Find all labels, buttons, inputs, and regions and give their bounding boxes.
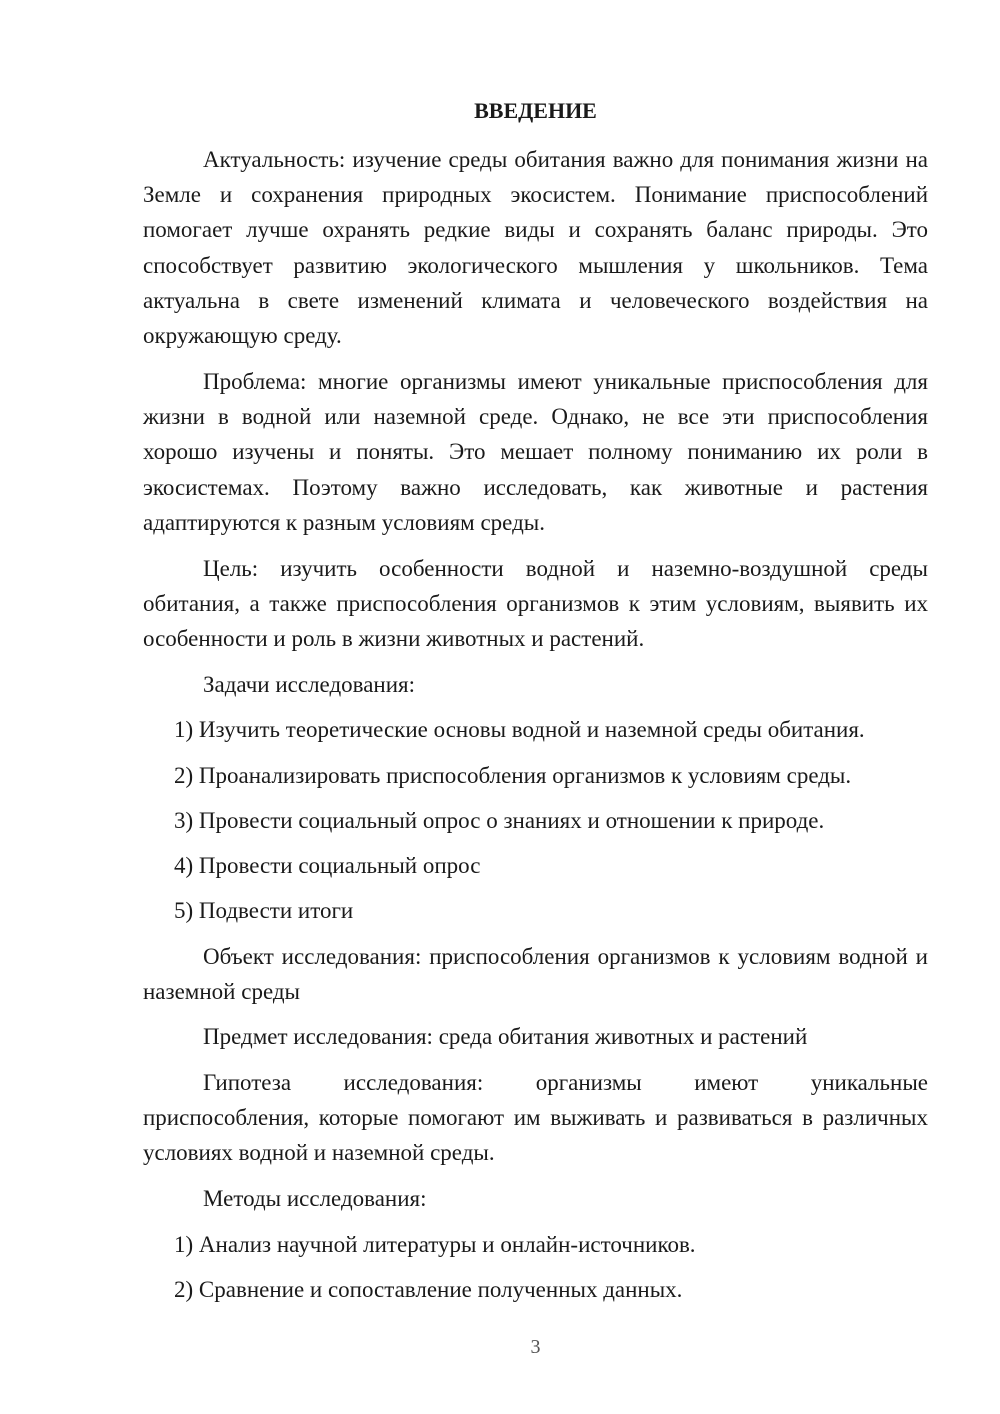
method-item: 2) Сравнение и сопоставление полученных данных. — [174, 1277, 683, 1302]
problem-paragraph: Проблема: многие организмы имеют уникальные приспособления для жизни в водной или наземной среде. Однако, не все эти приспособления хорошо изучены и поняты. Это мешает полному пониманию их роли в экосистемах. Поэтому важно исследовать, как животные и растения адаптируются к разным условиям среды. — [143, 369, 928, 535]
page-title: ВВЕДЕНИЕ — [474, 98, 597, 123]
goal-paragraph: Цель: изучить особенности водной и наземно-воздушной среды обитания, а также приспособления организмов к этим условиям, выявить их особенности и роль в жизни животных и растений. — [143, 556, 928, 652]
subject-paragraph: Предмет исследования: среда обитания животных и растений — [203, 1024, 808, 1049]
tasks-title: Задачи исследования: — [203, 672, 416, 697]
task-item: 2) Проанализировать приспособления организмов к условиям среды. — [174, 763, 852, 788]
object-paragraph: Объект исследования: приспособления организмов к условиям водной и наземной среды — [143, 944, 928, 1005]
hypothesis-continuation: приспособления, которые помогают им выживать и развиваться в различных условиях водной и наземной среды. — [143, 1105, 928, 1166]
task-item: 1) Изучить теоретические основы водной и наземной среды обитания. — [174, 717, 865, 742]
document-page — [143, 0, 928, 1414]
hypothesis-line: Гипотеза исследования: организмы имеют уникальные — [203, 1070, 928, 1095]
method-item: 1) Анализ научной литературы и онлайн-источников. — [174, 1232, 696, 1257]
task-item: 4) Провести социальный опрос — [174, 853, 481, 878]
task-item: 3) Провести социальный опрос о знаниях и отношении к природе. — [174, 808, 825, 833]
relevance-paragraph: Актуальность: изучение среды обитания важно для понимания жизни на Земле и сохранения природных экосистем. Понимание приспособлений помогает лучше охранять редкие виды и сохранять баланс природы. Это способствует развитию экологического мышления у школьников. Тема актуальна в свете изменений климата и человеческого воздействия на окружающую среду. — [143, 147, 928, 349]
task-item: 5) Подвести итоги — [174, 898, 354, 923]
page-number: 3 — [530, 1336, 541, 1358]
methods-title: Методы исследования: — [203, 1186, 427, 1211]
